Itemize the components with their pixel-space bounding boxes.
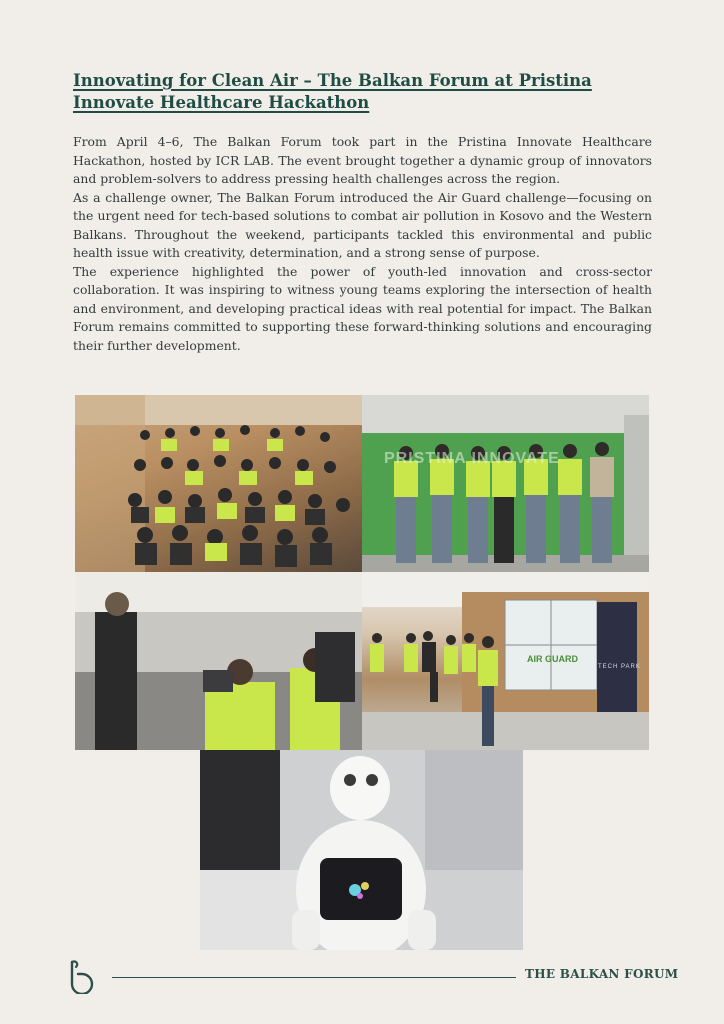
article-body — [73, 133, 652, 355]
footer-divider — [112, 977, 516, 978]
article-title: Innovating for Clean Air – The Balkan Forum at Pristina Innovate Healthcare Hackathon — [73, 71, 592, 112]
photo-team-stage — [362, 395, 649, 572]
photo-workspace — [75, 572, 362, 750]
paragraph-intro: From April 4–6, The Balkan Forum took part in the Pristina Innovate Healthcare Hackathon, hosted by ICR LAB. The event brought together a dynamic group of innovators and problem-solvers to address pressing health challenges across the region. — [73, 134, 652, 186]
paragraph-challenge: As a challenge owner, The Balkan Forum introduced the Air Guard challenge—focusing on the urgent need for tech-based solutions to combat air pollution in Kosovo and the Western Balkans. Throughout the weekend, participants tackled this environmental and public health issue with creativity, determination, and a strong sense of purpose. — [73, 189, 652, 260]
photo-audience — [75, 395, 362, 572]
balkan-forum-logo-icon — [67, 958, 101, 994]
screen-text: AIR GUARD — [527, 654, 578, 664]
paragraph-experience: The experience highlighted the power of youth-led innovation and cross-sector collaboration. It was inspiring to witness young teams exploring the intersection of health and environment, and developing practical ideas with real potential for impact. The Balkan Forum remains committed to supporting these forward-thinking solutions and encouraging their further development. — [73, 263, 652, 353]
footer-brand: THE BALKAN FORUM — [525, 967, 679, 981]
wall-sign-text: TECH PARK — [598, 664, 641, 670]
photo-air-guard-presentation — [362, 572, 649, 750]
stage-banner-text: PRISTINA INNOVATE — [384, 450, 560, 467]
photo-robot — [200, 750, 523, 950]
